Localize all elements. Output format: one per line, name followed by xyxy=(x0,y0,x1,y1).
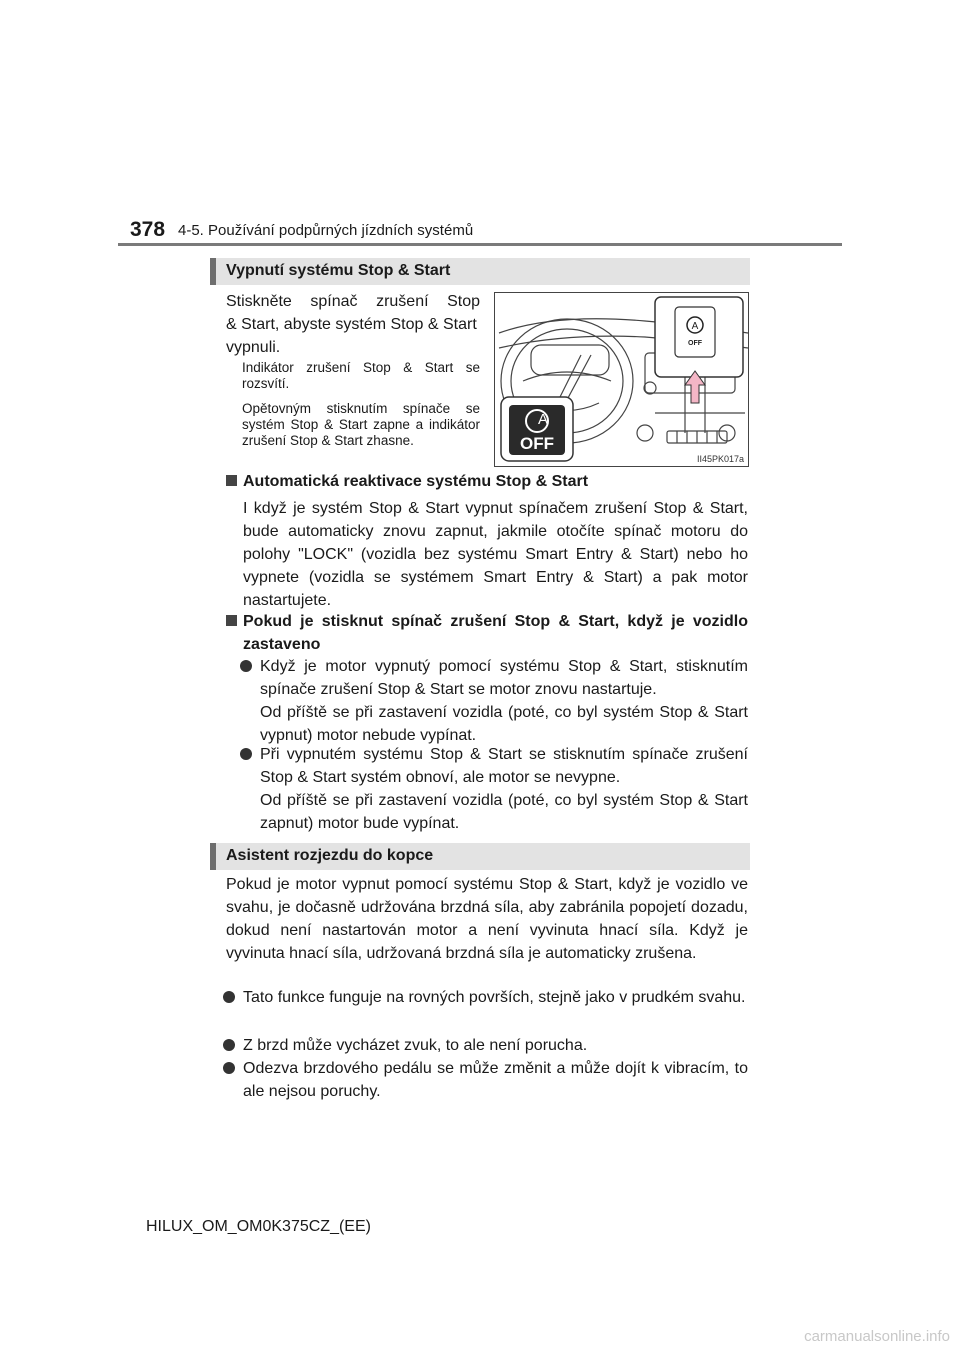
site-watermark: carmanualsonline.info xyxy=(804,1328,950,1345)
intro-line-3: vypnuli. xyxy=(226,339,281,356)
intro-line-2: & Start, abyste systém Stop & Start xyxy=(226,316,477,333)
auto-reactivation-text: I když je systém Stop & Start vypnut spínačem zrušení Stop & Start, bude automaticky znovu zapnut, jakmile otočíte spínač motoru do polohy "LOCK" (vozidla bez systému Smart Entry & Start) nebo ho vypnete (vozidla se systémem Smart Entry & Start) a pak motor nastartujete. xyxy=(243,500,748,609)
section-header-hill-start xyxy=(210,843,750,870)
square-bullet-icon xyxy=(226,615,237,626)
bullet-dot-icon xyxy=(223,1062,235,1074)
section-header-stop-start-off xyxy=(210,258,750,285)
list-item xyxy=(243,1057,748,1103)
section-title: Vypnutí systému Stop & Start xyxy=(226,262,451,279)
dashboard-illustration xyxy=(494,292,749,467)
square-bullet-icon xyxy=(226,475,237,486)
bullet-text: Odezva brzdového pedálu se může změnit a může dojít k vibracím, to ale nejsou poruchy. xyxy=(243,1060,748,1100)
bullet-dot-icon xyxy=(240,660,252,672)
list-item xyxy=(243,1034,748,1057)
section-title: Asistent rozjezdu do kopce xyxy=(226,847,434,864)
list-item xyxy=(243,986,748,1009)
figure-code: II45PK017a xyxy=(696,454,744,464)
subheading-text: Automatická reaktivace systému Stop & Start xyxy=(243,473,589,490)
subheading-pressed-while-stopped xyxy=(243,610,748,656)
chapter-title: 4-5. Používání podpůrných jízdních systémů xyxy=(178,222,474,239)
svg-text:A: A xyxy=(691,321,699,332)
document-code: HILUX_OM_OM0K375CZ_(EE) xyxy=(146,1218,371,1235)
bullet-text: Z brzd může vycházet zvuk, to ale není porucha. xyxy=(243,1037,588,1054)
bullet-text: Tato funkce funguje na rovných površích, stejně jako v prudkém svahu. xyxy=(243,989,746,1006)
bullet-subtext: Od příště se při zastavení vozidla (poté, co byl systém Stop & Start zapnut) motor bude vypínat. xyxy=(260,792,748,832)
page-number: 378 xyxy=(130,218,166,241)
bullet-dot-icon xyxy=(223,1039,235,1051)
intro-line-1: Stiskněte spínač zrušení Stop xyxy=(226,293,480,310)
bullet-dot-icon xyxy=(240,748,252,760)
note-press-again: Opětovným stisknutím spínače se systém Stop & Start zapne a indikátor zrušení Stop & Start zhasne. xyxy=(242,401,480,448)
list-item xyxy=(260,655,748,747)
intro-paragraph xyxy=(226,290,480,359)
bullet-subtext: Od příště se při zastavení vozidla (poté, co byl systém Stop & Start vypnut) motor nebude vypínat. xyxy=(260,704,748,744)
bullet-text: Když je motor vypnutý pomocí systému Stop & Start, stisknutím spínače zrušení Stop & Start se motor znovu nastartuje. xyxy=(260,658,748,698)
subheading-text: Pokud je stisknut spínač zrušení Stop & Start, když je vozidlo zastaveno xyxy=(243,613,748,653)
note-indicator-on: Indikátor zrušení Stop & Start se rozsvítí. xyxy=(242,360,480,391)
list-item xyxy=(260,743,748,835)
badge-off-label: OFF xyxy=(520,434,554,453)
hill-start-paragraph: Pokud je motor vypnut pomocí systému Stop & Start, když je vozidlo ve svahu, je dočasně udržována brzdná síla, aby zabránila popojetí dozadu, dokud není nastartován motor a není vyvinuta hnací síla. Když je vyvinuta hnací síla, udržovaná brzdná síla je automaticky zrušena. xyxy=(226,876,748,962)
bullet-text: Při vypnutém systému Stop & Start se stisknutím spínače zrušení Stop & Start systém obnoví, ale motor se nevypne. xyxy=(260,746,748,786)
subheading-auto-reactivation xyxy=(243,470,748,493)
header-divider xyxy=(118,243,842,246)
bullet-dot-icon xyxy=(223,991,235,1003)
svg-text:OFF: OFF xyxy=(688,340,702,347)
badge-letter: A xyxy=(537,411,548,428)
